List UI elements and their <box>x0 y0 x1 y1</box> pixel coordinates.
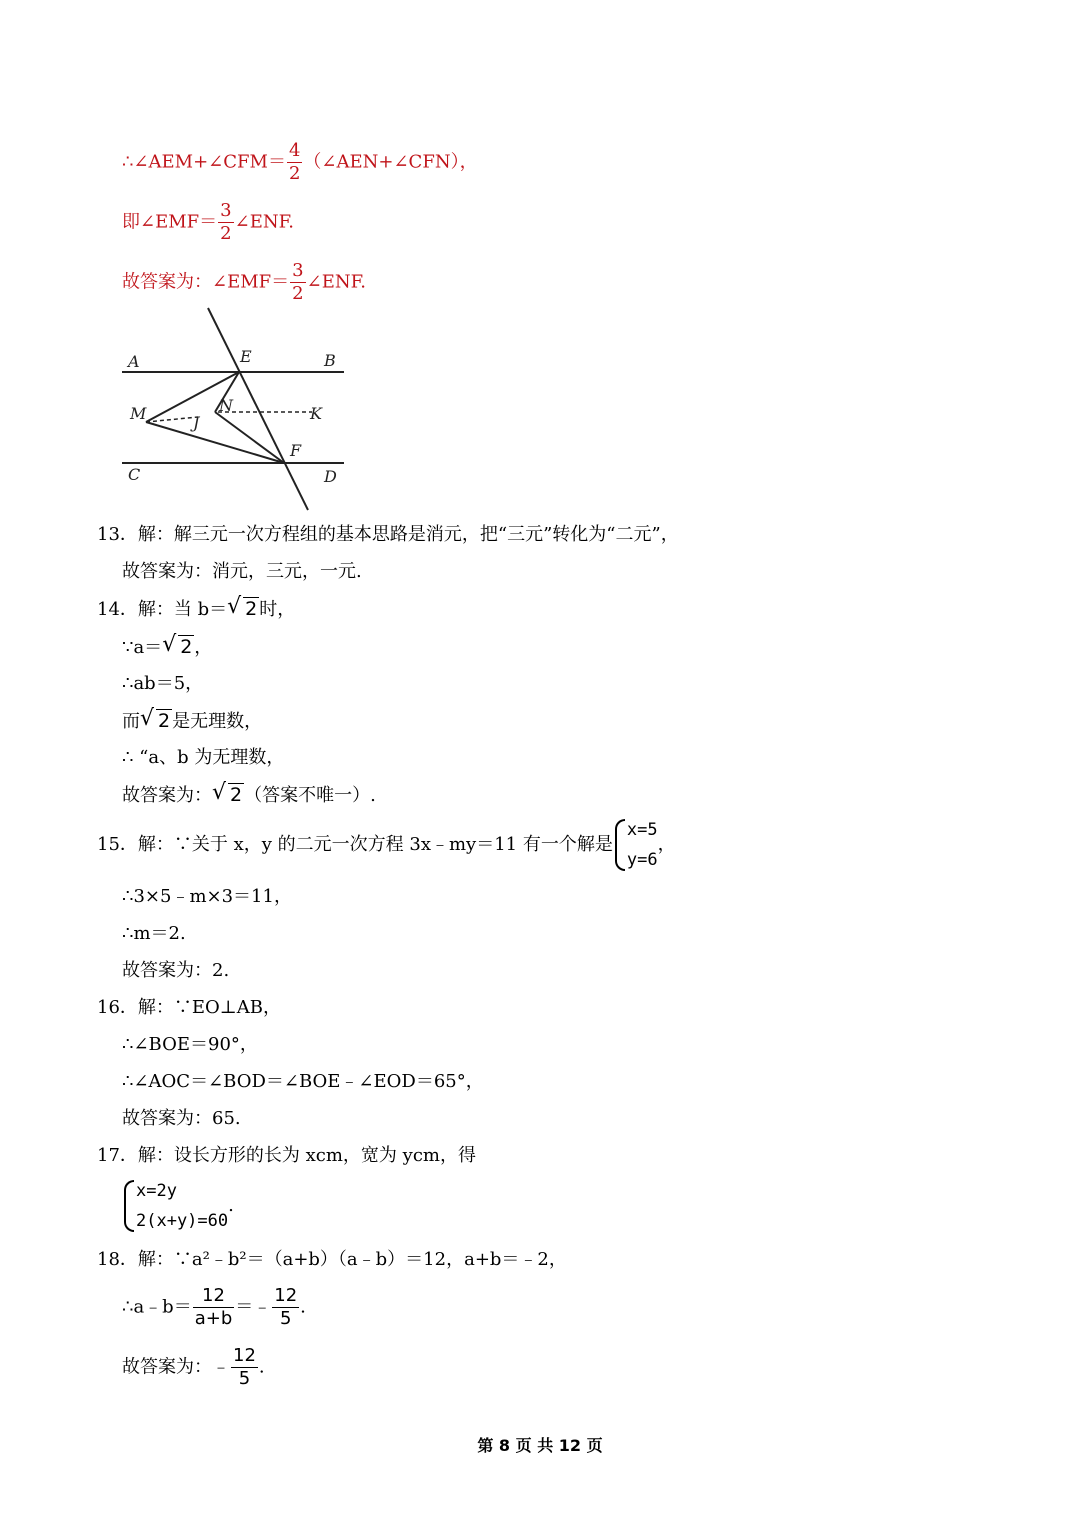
label-m: M <box>130 404 147 423</box>
q18-line-3: 故答案为：﹣ $\frac{12}{5}$ . <box>122 1345 265 1389</box>
q12-line1-prefix: ∴∠AEM+∠CFM＝ <box>122 151 286 173</box>
label-k: K <box>310 404 322 423</box>
q14-line-5: ∴ “a、b 为无理数， <box>122 747 285 768</box>
sqrt: √ 2 <box>140 709 172 733</box>
label-c: C <box>128 465 141 484</box>
sqrt: √ 2 <box>212 783 244 807</box>
q14-line-4: 而√ 2 是无理数， <box>122 709 262 734</box>
fraction: $\frac{12}{5}$ <box>274 1285 298 1329</box>
fraction: $\frac{3}{2}$ <box>220 200 232 244</box>
equation-system: x=2y 2(x+y)=60 <box>122 1176 228 1236</box>
fraction: $\frac{12}{5}$ <box>233 1345 256 1389</box>
q14-line-1: 14．解：当 b＝√ 2 时， <box>97 597 295 622</box>
q12-line-1 <box>122 140 478 185</box>
q18-line-2: ∴a﹣b＝ $\frac{12}{a+b}$ ＝﹣ $\frac{12}{5}$ . <box>122 1285 306 1329</box>
segment-mf <box>146 422 284 463</box>
label-b: B <box>324 351 336 370</box>
label-f: F <box>290 441 302 460</box>
q16-line-4: 故答案为：65. <box>122 1108 241 1129</box>
geometry-figure <box>118 304 348 514</box>
q17-system: x=2y 2(x+y)=60 . <box>122 1176 234 1236</box>
q13-line-1: 13．解：解三元一次方程组的基本思路是消元，把“三元”转化为“二元”， <box>97 524 679 545</box>
fraction: $\frac{3}{2}$ <box>292 260 304 304</box>
fraction: $\frac{12}{a+b}$ <box>194 1285 233 1329</box>
q12-line-3: 故答案为：∠EMF＝ $\frac{3}{2}$ ∠ENF. <box>122 260 366 304</box>
sqrt: √ 2 <box>227 597 259 621</box>
label-d: D <box>324 467 337 486</box>
q13-line-2: 故答案为：消元，三元，一元. <box>122 561 362 582</box>
label-a: A <box>128 352 140 371</box>
q12-line1-suffix: （∠AEN+∠CFN）， <box>303 151 478 173</box>
equation-system: x=5 y=6 <box>613 815 658 875</box>
segment-nf <box>215 412 284 463</box>
q16-line-1: 16．解：∵EO⊥AB， <box>97 997 281 1018</box>
q16-line-2: ∴∠BOE＝90°， <box>122 1034 258 1055</box>
q14-line-3: ∴ab＝5， <box>122 673 204 694</box>
q18-line-1: 18．解：∵a²﹣b²＝（a+b）（a﹣b）＝12，a+b＝﹣2， <box>97 1249 567 1270</box>
q15-line-2: ∴3×5﹣m×3＝11， <box>122 886 292 907</box>
sqrt: √ 2 <box>162 635 194 659</box>
fraction: $\frac{4}{2}$ <box>288 140 301 184</box>
q12-line-2: 即∠EMF＝ $\frac{3}{2}$ ∠ENF. <box>122 200 294 244</box>
q15-line-1: 15．解：∵关于 x，y 的二元一次方程 3x﹣my＝11 有一个解是 x=5 y=6 ， <box>97 815 676 875</box>
q17-line-1: 17．解：设长方形的长为 xcm，宽为 ycm，得 <box>97 1145 476 1166</box>
q14-line-2: ∵a＝√ 2 ， <box>122 635 212 660</box>
label-e: E <box>240 347 252 366</box>
page-footer: 第 8 页 共 12 页 <box>477 1436 603 1455</box>
q15-line-3: ∴m＝2. <box>122 923 186 944</box>
label-j: J <box>193 413 200 432</box>
label-n: N <box>219 396 233 415</box>
q16-line-3: ∴∠AOC＝∠BOD＝∠BOE﹣∠EOD＝65°， <box>122 1071 484 1092</box>
q14-line-6: 故答案为：√ 2 （答案不唯一）. <box>122 783 376 808</box>
q15-line-4: 故答案为：2. <box>122 960 230 981</box>
